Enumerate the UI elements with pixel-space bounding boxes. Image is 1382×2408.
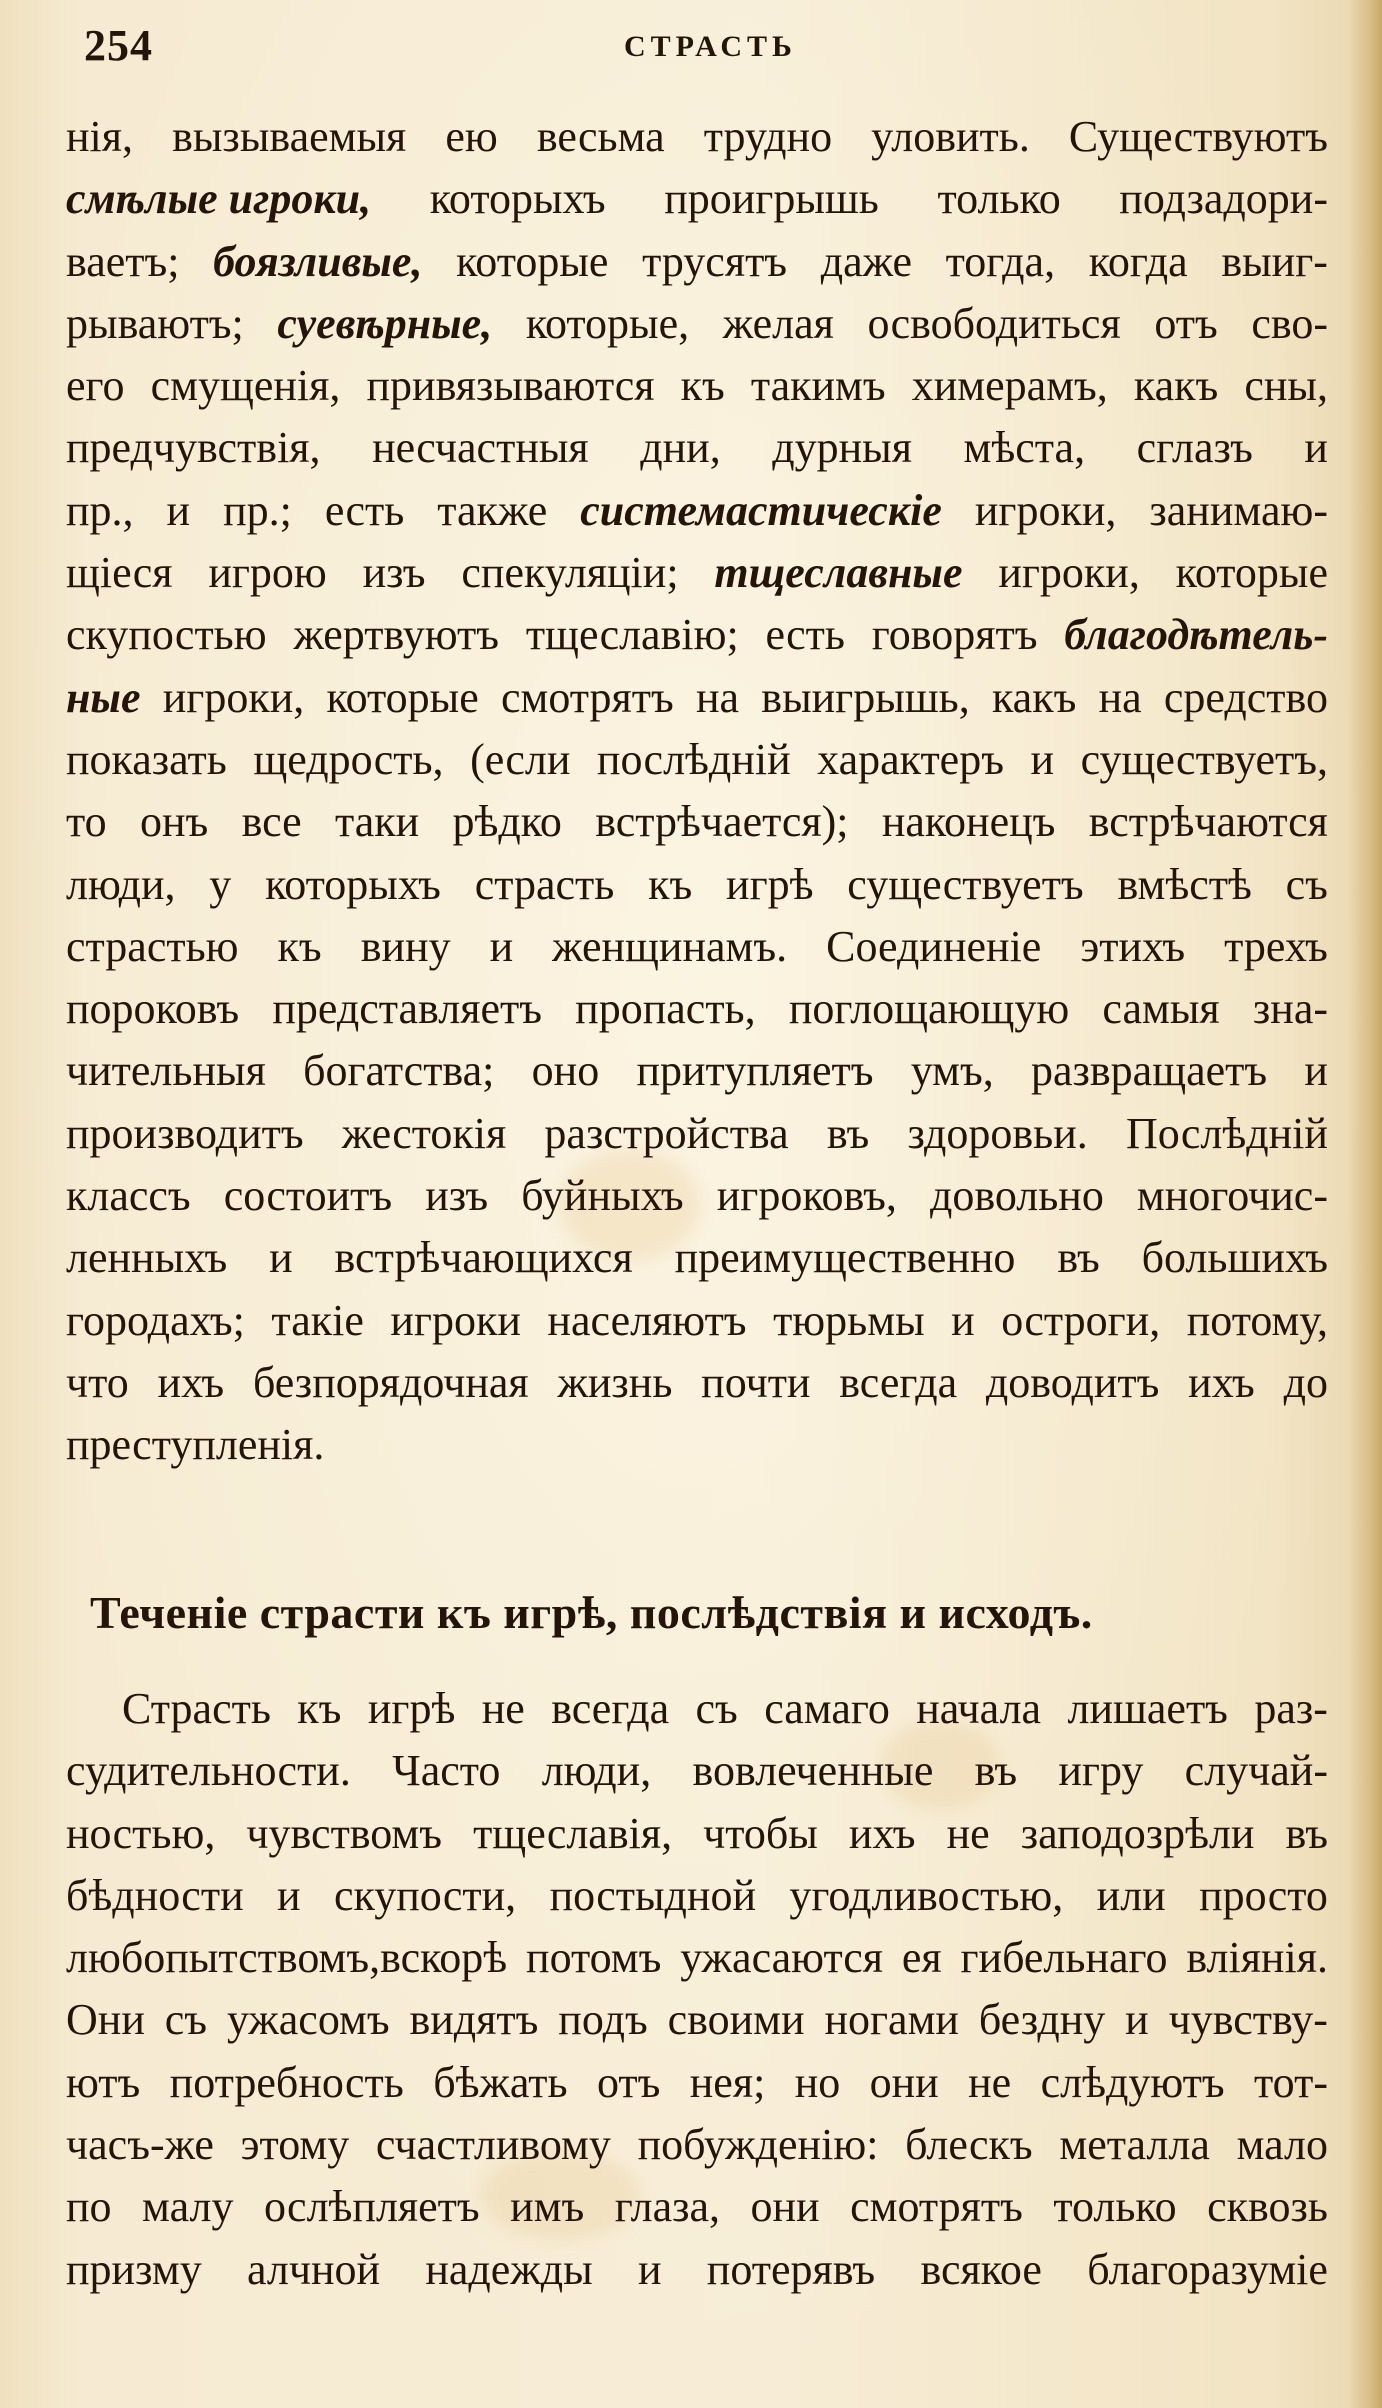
text-line [66, 1927, 1328, 1989]
word: ютъ [66, 2057, 141, 2107]
word: и [269, 1233, 293, 1283]
word: разстройства [544, 1108, 789, 1158]
word: игру [1058, 1746, 1144, 1796]
word: ваетъ; [66, 236, 180, 286]
word: несчастныя [372, 423, 589, 473]
word: все [241, 797, 302, 847]
word: всегда [839, 1357, 958, 1407]
word: ихъ [157, 1357, 225, 1407]
word: тюрьмы [773, 1295, 925, 1345]
word: на [696, 672, 740, 722]
word: вмѣстѣ [1117, 859, 1252, 909]
word: ея [901, 1933, 942, 1983]
word: чувствомъ [246, 1808, 443, 1858]
running-head: СТРАСТЬ [624, 30, 797, 63]
word: здоровьи. [907, 1108, 1088, 1158]
text-line [66, 791, 1328, 853]
word: просто [1199, 1870, 1328, 1920]
word: почти [701, 1357, 811, 1407]
word: игроки [390, 1295, 521, 1345]
word: вину [360, 921, 451, 971]
word: нія, [66, 112, 134, 161]
word: и [1030, 734, 1055, 784]
word: люди, [541, 1746, 652, 1796]
word: сквозь [1207, 2182, 1328, 2232]
word: всегда [551, 1684, 670, 1733]
word: встрѣчается); [595, 797, 849, 847]
word: тот- [1254, 2057, 1328, 2107]
text-line [66, 168, 1328, 230]
word: занимаю- [1149, 485, 1328, 535]
word: ихъ [848, 1808, 916, 1858]
word: классъ [66, 1171, 191, 1221]
word: которыхъ [265, 859, 441, 909]
word: не [968, 2057, 1012, 2107]
word: видятъ [409, 1995, 539, 2045]
word: вызываемыя [172, 112, 407, 161]
word: такимъ [750, 361, 886, 411]
word: и [637, 2244, 662, 2294]
word: и [277, 1870, 301, 1920]
word: даже [820, 236, 912, 286]
word: имъ [510, 2182, 585, 2232]
word: есть [765, 610, 845, 660]
text-line [66, 854, 1328, 916]
word: они [869, 2057, 939, 2107]
word: весьма [536, 112, 665, 161]
word: которые [456, 236, 609, 286]
word: онъ [139, 797, 209, 847]
word: тщеславію; [525, 610, 739, 660]
word: до [1283, 1357, 1328, 1407]
word: съ [164, 1995, 208, 2045]
word: выиг- [1221, 236, 1328, 286]
word: отъ [1154, 298, 1218, 348]
word: какъ [1133, 361, 1219, 411]
word: бездну [978, 1995, 1106, 2045]
word: остроги, [1001, 1295, 1161, 1345]
word: ослѣпляетъ [263, 2182, 480, 2232]
italic-word: тщеславные [714, 548, 963, 598]
word: буйныхъ [521, 1171, 684, 1221]
word: женщинамъ. [552, 921, 788, 971]
word: своими [667, 1995, 805, 2045]
word: въ [974, 1746, 1018, 1796]
word: населяютъ [547, 1295, 747, 1345]
word: отъ [596, 2057, 661, 2107]
word: существуетъ [847, 859, 1084, 909]
word: проигрышь [664, 174, 879, 224]
page-edge-shadow [1348, 0, 1382, 2408]
text-line [66, 1989, 1328, 2051]
word: изъ [425, 1171, 489, 1221]
italic-word: боязливые, [213, 236, 423, 286]
word: городахъ; [66, 1295, 245, 1345]
word: желая [722, 298, 834, 348]
text-line [66, 355, 1328, 417]
word: судительности. [66, 1746, 351, 1796]
paragraph-section-1 [66, 106, 1328, 1477]
word: подзадори- [1119, 174, 1328, 224]
word: Послѣдній [1125, 1108, 1328, 1158]
word: химерамъ, [911, 361, 1108, 411]
word: любопытствомъ,вскорѣ [66, 1933, 508, 1983]
text-line [66, 2052, 1328, 2114]
word: говорятъ [871, 610, 1038, 660]
word: не [481, 1684, 525, 1733]
word: малу [142, 2182, 234, 2232]
word: съ [1285, 859, 1328, 909]
word: къ [297, 1684, 342, 1733]
word: ужасомъ [226, 1995, 390, 2045]
word: ихъ [1188, 1357, 1255, 1407]
text-line [66, 417, 1328, 479]
word: которые, [525, 298, 690, 348]
word: потребность [169, 2057, 404, 2107]
word: таки [334, 797, 420, 847]
word: наконецъ [881, 797, 1056, 847]
word: то [66, 797, 107, 847]
word: страстью [66, 921, 239, 971]
word: игрѣ [367, 1684, 456, 1733]
word: начала [916, 1684, 1042, 1733]
word: освободиться [867, 298, 1121, 348]
word: въ [826, 1108, 870, 1158]
italic-word: системастическіе [580, 485, 942, 535]
word: Они [66, 1995, 145, 2045]
word: пороковъ [66, 984, 240, 1034]
word: выигрышь, [761, 672, 970, 722]
word: и [1125, 1995, 1149, 2045]
word: игрѣ [726, 859, 814, 909]
word: существуетъ, [1080, 734, 1328, 784]
word: преступленія. [66, 1420, 325, 1470]
word: есть [324, 485, 405, 535]
word: которыхъ [429, 174, 606, 224]
word: средство [1163, 672, 1328, 722]
word: когда [1088, 236, 1188, 286]
word: многочис- [1136, 1171, 1328, 1221]
word: ею [445, 112, 498, 161]
word: вовлеченные [692, 1746, 934, 1796]
word: предчувствія, [66, 423, 321, 473]
italic-word: ные [66, 672, 141, 722]
word: что [66, 1357, 129, 1407]
word: вліянія. [1186, 1933, 1328, 1983]
word: рѣдко [452, 797, 562, 847]
word: такіе [271, 1295, 364, 1345]
word: Часто [392, 1746, 501, 1796]
word: чительныя [66, 1046, 266, 1096]
word: представляетъ [272, 984, 542, 1034]
word: дни, [640, 423, 721, 473]
word: смущенія, [150, 361, 341, 411]
word: и [489, 921, 514, 971]
word: оно [531, 1046, 600, 1096]
text-line [66, 1414, 1328, 1476]
word: притупляетъ [636, 1046, 874, 1096]
word: встрѣчаются [1088, 797, 1328, 847]
word: тогда, [945, 236, 1056, 286]
word: побужденію: [637, 2120, 879, 2170]
word: также [437, 485, 548, 535]
word: пропасть, [575, 984, 756, 1034]
word: лишаетъ [1067, 1684, 1228, 1733]
word: жестокія [341, 1108, 507, 1158]
word: которые [326, 672, 479, 722]
word: (если [470, 734, 571, 784]
word: люди, [66, 859, 176, 909]
word: какъ [991, 672, 1077, 722]
word: поглощающую [788, 984, 1070, 1034]
word: потому, [1186, 1295, 1328, 1345]
word: нея; [689, 2057, 766, 2107]
word: жизнь [557, 1357, 673, 1407]
word: этихъ [1080, 921, 1186, 971]
word: на [1098, 672, 1142, 722]
word: производитъ [66, 1108, 304, 1158]
paragraph-section-2 [66, 1678, 1328, 2301]
italic-word: суевѣрные, [277, 298, 493, 348]
word: блескъ [905, 2120, 1033, 2170]
word: сны, [1244, 361, 1328, 411]
word: рываютъ; [66, 298, 244, 348]
text-line [66, 978, 1328, 1040]
word: не [946, 1808, 990, 1858]
word: угодливостью, [789, 1870, 1064, 1920]
text-line [66, 1290, 1328, 1352]
word: сглазъ [1136, 423, 1253, 473]
word: развращаетъ [1031, 1046, 1268, 1096]
word: игроки, [974, 485, 1117, 535]
word: глаза, [614, 2182, 721, 2232]
text-line [66, 1165, 1328, 1227]
word: только [1053, 2182, 1177, 2232]
section-heading: Теченіе страсти къ игрѣ, послѣдствія и исходъ. [90, 1587, 1093, 1638]
text-line [66, 1352, 1328, 1414]
word: благоразуміе [1087, 2244, 1328, 2294]
word: самыя [1102, 984, 1220, 1034]
word: смотрятъ [501, 672, 674, 722]
text-line [66, 480, 1328, 542]
text-line [66, 542, 1328, 604]
word: изъ [362, 548, 426, 598]
word: подъ [558, 1995, 648, 2045]
text-line [66, 667, 1328, 729]
word: алчной [246, 2244, 381, 2294]
word: послѣдній [596, 734, 791, 784]
word: трудно [703, 112, 833, 161]
word: всякое [920, 2244, 1042, 2294]
word: чтобы [703, 1808, 818, 1858]
word: которые [1175, 548, 1328, 598]
word: только [937, 174, 1061, 224]
word: надежды [425, 2244, 593, 2294]
word: зна- [1252, 984, 1328, 1034]
text-line [66, 1865, 1328, 1927]
text-line [66, 1678, 1328, 1740]
word: и [1304, 1046, 1328, 1096]
word: часъ-же [66, 2120, 214, 2170]
word: или [1096, 1870, 1166, 1920]
word: сво- [1251, 298, 1328, 348]
word: привязываются [366, 361, 655, 411]
word: мало [1236, 2120, 1328, 2170]
word: у [209, 859, 232, 909]
word: въ [1285, 1808, 1328, 1858]
text-line [66, 1803, 1328, 1865]
word: игроки, [162, 672, 305, 722]
text-line [66, 916, 1328, 978]
italic-word: благодѣтель- [1064, 610, 1328, 660]
word: къ [680, 361, 725, 411]
word: по [66, 2182, 112, 2232]
word: игрою [208, 548, 327, 598]
text-line [66, 106, 1328, 168]
word: металла [1059, 2120, 1210, 2170]
word: они [750, 2182, 820, 2232]
word: счастливому [375, 2120, 611, 2170]
word: къ [648, 859, 693, 909]
text-line [66, 729, 1328, 791]
word: игроковъ, [716, 1171, 897, 1221]
word: мѣста, [963, 423, 1086, 473]
word: потомъ [526, 1933, 662, 1983]
word: заподозрѣли [1020, 1808, 1255, 1858]
word: ленныхъ [66, 1233, 228, 1283]
page-number: 254 [84, 21, 153, 70]
word: щедрость, [253, 734, 444, 784]
word: большихъ [1141, 1233, 1328, 1283]
word: въ [1057, 1233, 1100, 1283]
word: скупостью [66, 610, 267, 660]
text-line [66, 1740, 1328, 1802]
word: дурныя [772, 423, 912, 473]
word: характеръ [817, 734, 1004, 784]
word: безпорядочная [252, 1357, 529, 1407]
text-line [66, 1040, 1328, 1102]
word: пр., [66, 485, 134, 535]
word: гибельнаго [960, 1933, 1168, 1983]
word: и [951, 1295, 975, 1345]
word: бѣдности [66, 1870, 244, 1920]
word: встрѣчающихся [334, 1233, 633, 1283]
text-line [66, 231, 1328, 293]
word: потерявъ [706, 2244, 876, 2294]
word: чувству- [1168, 1995, 1328, 2045]
word: трусятъ [642, 236, 788, 286]
word: самаго [764, 1684, 890, 1733]
word: съ [695, 1684, 738, 1733]
word: жертвуютъ [293, 610, 499, 660]
word: трехъ [1224, 921, 1328, 971]
word: уловить. [871, 112, 1030, 161]
word: и [166, 485, 191, 535]
text-line [66, 2114, 1328, 2176]
word: тщеславія, [473, 1808, 673, 1858]
word: слѣдуютъ [1040, 2057, 1225, 2107]
italic-word: смѣлые игроки, [66, 174, 372, 224]
word: спекуляціи; [461, 548, 679, 598]
word: Соединеніе [826, 921, 1042, 971]
word: показать [66, 734, 227, 784]
word: случай- [1184, 1746, 1328, 1796]
word: бѣжать [433, 2057, 568, 2107]
word: богатства; [303, 1046, 495, 1096]
word: скупости, [333, 1870, 517, 1920]
text-line [66, 604, 1328, 666]
word: доводитъ [985, 1357, 1160, 1407]
word: призму [66, 2244, 202, 2294]
word: этому [240, 2120, 350, 2170]
text-line [66, 2239, 1328, 2301]
word: его [66, 361, 125, 411]
text-line [66, 1227, 1328, 1289]
word: преимущественно [674, 1233, 1016, 1283]
word: смотрятъ [850, 2182, 1023, 2232]
word: страсть [474, 859, 615, 909]
text-line [66, 2176, 1328, 2238]
word: щіеся [66, 548, 173, 598]
word: ужасаются [680, 1933, 884, 1983]
word: ногами [824, 1995, 959, 2045]
word: постыдной [549, 1870, 757, 1920]
word: умъ, [910, 1046, 994, 1096]
word: пр.; [223, 485, 292, 535]
word: Существуютъ [1068, 112, 1328, 161]
word: къ [277, 921, 322, 971]
word: состоитъ [223, 1171, 393, 1221]
word: ностью, [66, 1808, 216, 1858]
text-line [66, 1103, 1328, 1165]
word: довольно [929, 1171, 1104, 1221]
page-header [84, 16, 1310, 80]
word: и [1304, 423, 1328, 473]
word: игроки, [998, 548, 1140, 598]
word: но [794, 2057, 841, 2107]
word: раз- [1254, 1684, 1328, 1733]
text-line [66, 293, 1328, 355]
word: Страсть [122, 1684, 271, 1733]
